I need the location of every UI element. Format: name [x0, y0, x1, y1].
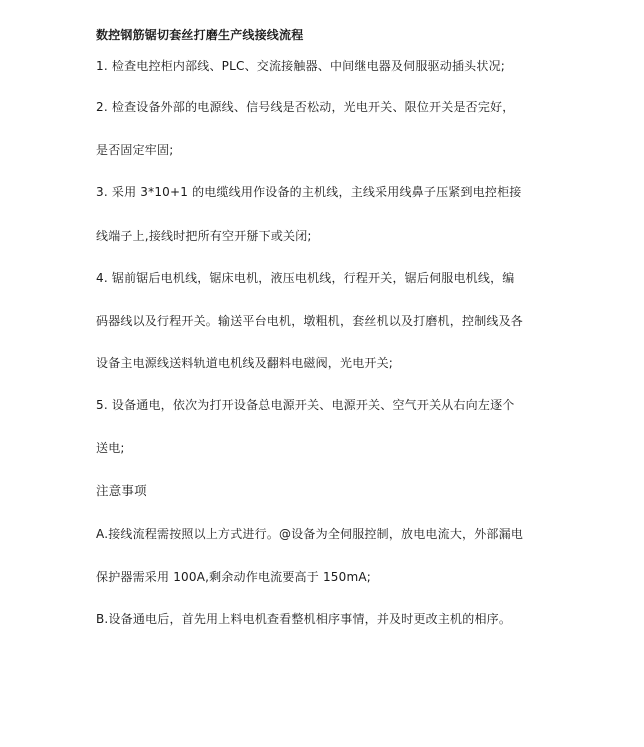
step-5-line-2: 送电; [96, 441, 125, 455]
note-a-line-1: A.接线流程需按照以上方式进行。@设备为全伺服控制，放电电流大，外部漏电 [96, 527, 524, 541]
step-3-line-2: 线端子上,接线时把所有空开掰下或关闭; [96, 229, 312, 243]
step-1-line-1: 1. 检查电控柜内部线、PLC、交流接触器、中间继电器及伺服驱动插头状况; [96, 59, 506, 73]
document-title: 数控钢筋锯切套丝打磨生产线接线流程 [96, 28, 304, 42]
step-4-line-1: 4. 锯前锯后电机线，锯床电机，液压电机线，行程开关，锯后伺服电机线，编 [96, 271, 515, 285]
step-4-line-2: 码器线以及行程开关。输送平台电机，墩粗机，套丝机以及打磨机，控制线及各 [96, 314, 524, 328]
step-2-line-2: 是否固定牢固; [96, 143, 174, 157]
note-a-line-2: 保护器需采用 100A,剩余动作电流要高于 150mA; [96, 570, 372, 584]
note-b-line-1: B.设备通电后，首先用上料电机查看整机相序事情，并及时更改主机的相序。 [96, 612, 512, 626]
step-5-line-1: 5. 设备通电，依次为打开设备总电源开关、电源开关、空气开关从右向左逐个 [96, 398, 515, 412]
notes-heading: 注意事项 [96, 483, 147, 498]
step-3-line-1: 3. 采用 3*10+1 的电缆线用作设备的主机线，主线采用线鼻子压紧到电控柜接 [96, 185, 522, 199]
step-4-line-3: 设备主电源线送料轨道电机线及翻料电磁阀，光电开关; [96, 356, 394, 370]
step-2-line-1: 2. 检查设备外部的电源线、信号线是否松动，光电开关、限位开关是否完好， [96, 100, 515, 114]
